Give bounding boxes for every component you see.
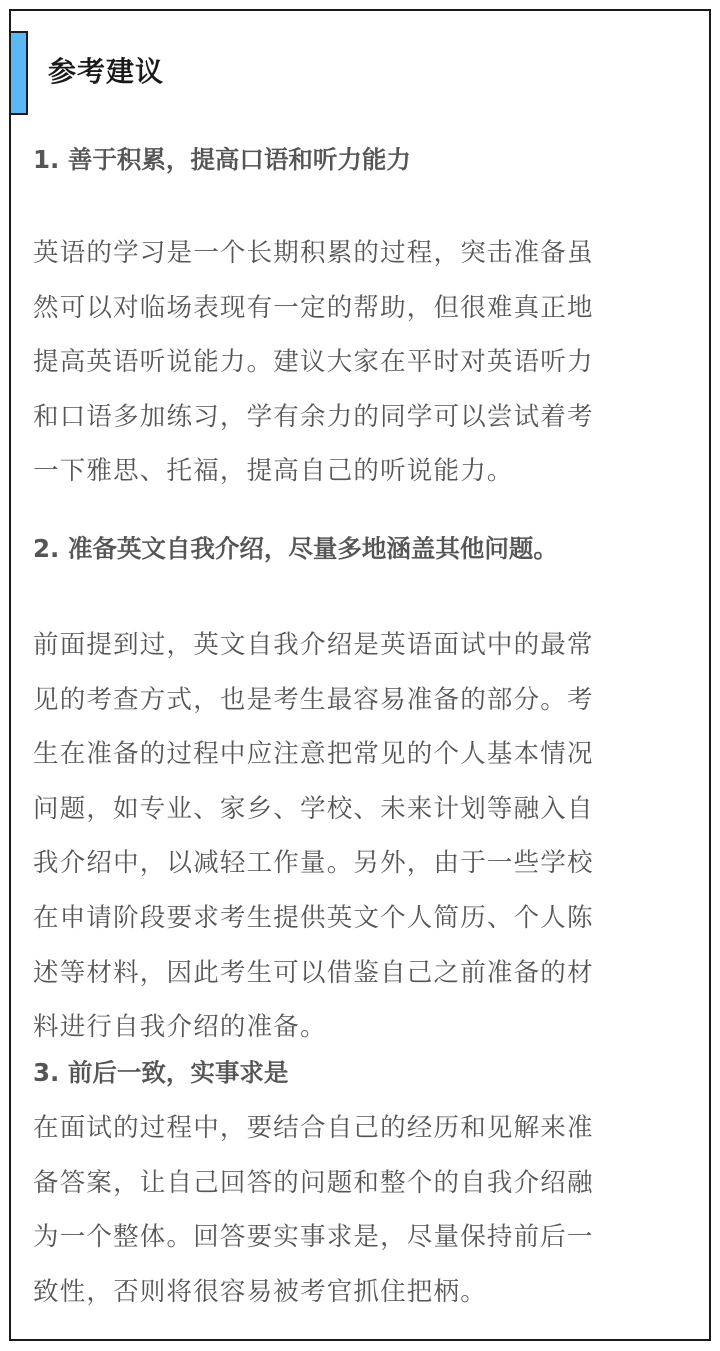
section-heading-3: 3. 前后一致，实事求是 [33, 1058, 289, 1087]
section-paragraph-1 [33, 226, 693, 499]
paragraph-line: 英语的学习是一个长期积累的过程，突击准备虽 [33, 238, 594, 268]
title-accent-bar [9, 31, 28, 115]
paragraph-line: 生在准备的过程中应注意把常见的个人基本情况 [33, 739, 594, 770]
paragraph-line: 备答案，让自己回答的问题和整个的自我介绍融 [33, 1167, 594, 1198]
paragraph-line: 然可以对临场表现有一定的帮助，但很难真正地 [33, 292, 594, 323]
section-heading-2: 2. 准备英文自我介绍，尽量多地涵盖其他问题。 [33, 534, 558, 563]
paragraph-line: 我介绍中，以减轻工作量。另外，由于一些学校 [33, 848, 594, 879]
paragraph-line: 述等材料，因此考生可以借鉴自己之前准备的材 [33, 957, 594, 988]
paragraph-line: 提高英语听说能力。建议大家在平时对英语听力 [33, 347, 594, 378]
paragraph-line: 问题，如专业、家乡、学校、未来计划等融入自 [33, 793, 594, 824]
paragraph-line: 前面提到过，英文自我介绍是英语面试中的最常 [33, 630, 594, 660]
section-paragraph-2 [33, 618, 693, 1055]
paragraph-line: 一下雅思、托福，提高自己的听说能力。 [33, 456, 514, 487]
section-heading-1: 1. 善于积累，提高口语和听力能力 [33, 145, 411, 174]
paragraph-line: 在申请阶段要求考生提供英文个人简历、个人陈 [33, 902, 594, 933]
paragraph-line: 料进行自我介绍的准备。 [33, 1012, 327, 1043]
paragraph-line: 为一个整体。回答要实事求是，尽量保持前后一 [33, 1222, 594, 1253]
paragraph-line: 致性，否则将很容易被考官抓住把柄。 [33, 1276, 487, 1307]
paragraph-line: 见的考查方式，也是考生最容易准备的部分。考 [33, 684, 594, 715]
paragraph-line: 和口语多加练习，学有余力的同学可以尝试着考 [33, 401, 594, 432]
paragraph-line: 在面试的过程中，要结合自己的经历和见解来准 [33, 1113, 594, 1143]
section-paragraph-3 [33, 1101, 693, 1319]
page-title: 参考建议 [48, 55, 165, 88]
